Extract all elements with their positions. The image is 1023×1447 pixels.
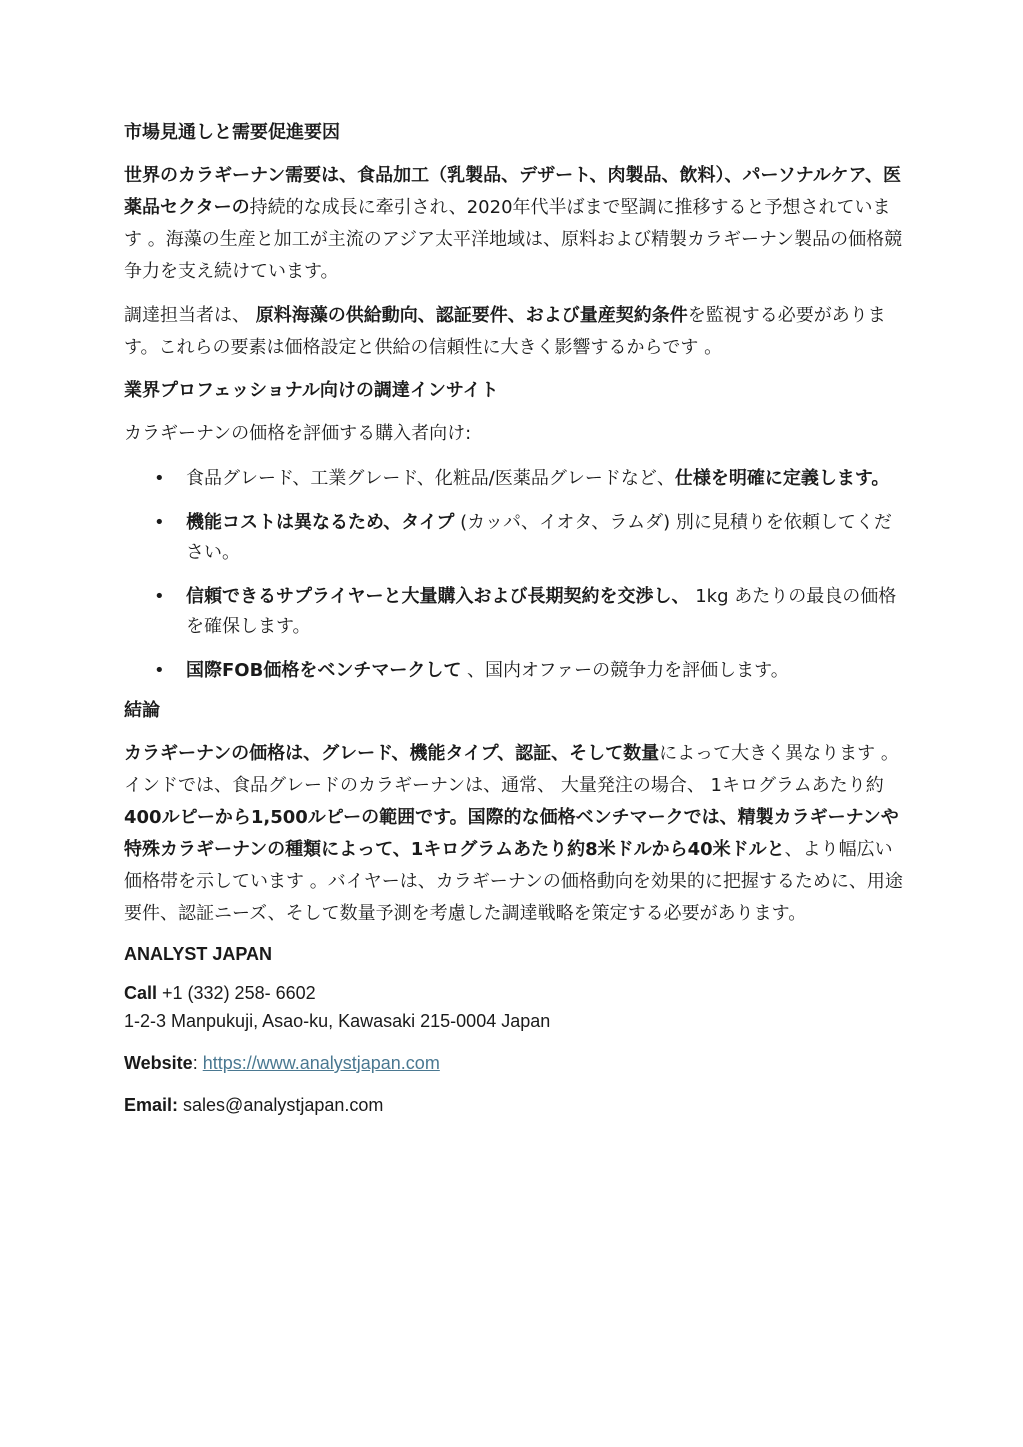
- list-item: [124, 656, 904, 686]
- bullet-bold: 信頼できるサプライヤーと大量購入および長期契約を交渉し、: [186, 586, 690, 607]
- outlook-paragraph-1: [124, 160, 904, 288]
- bullet-text: 、国内オファーの競争力を評価します。: [461, 660, 789, 681]
- phone-line: [124, 979, 904, 1007]
- bullet-bold: 国際FOB価格をベンチマークして: [186, 660, 462, 681]
- website-label: Website: [124, 1053, 193, 1073]
- conclusion-heading: 結論: [124, 700, 160, 721]
- conclusion-bold-1: カラギーナンの価格は、グレード、機能タイプ、認証、そして数量: [124, 743, 660, 764]
- email-address[interactable]: sales@analystjapan.com: [178, 1095, 384, 1115]
- website-link[interactable]: https://www.analystjapan.com: [202, 1053, 440, 1073]
- insight-intro: カラギーナンの価格を評価する購入者向け:: [124, 423, 472, 444]
- website-separator: :: [192, 1053, 203, 1073]
- bullet-text: (カッパ、イオタ、ラムダ) 別に見積りを依頼してください。: [186, 512, 892, 563]
- outlook-p1-bold: 世界のカラギーナン需要は、食品加工（乳製品、デザート、肉製品、飲料）、パーソナルケア、医薬品セクターの: [124, 165, 902, 218]
- email-line: [124, 1091, 904, 1119]
- insight-heading: 業界プロフェッショナル向けの調達インサイト: [124, 380, 499, 401]
- call-label: Call: [124, 983, 158, 1003]
- conclusion-text-1: によって大きく異なります 。インドでは、食品グレードのカラギーナンは、通常、 大量発注の場合、 1キログラムあたり約: [124, 743, 899, 796]
- list-item: [124, 508, 904, 568]
- insight-bullet-list: [124, 464, 904, 686]
- company-name: ANALYST JAPAN: [124, 944, 273, 964]
- bullet-icon: •: [154, 660, 165, 681]
- bullet-icon: •: [154, 586, 165, 607]
- bullet-text: 1kg あたりの最良の価格を確保します。: [186, 586, 897, 637]
- website-line: [124, 1049, 904, 1077]
- outlook-paragraph-2: [124, 300, 904, 364]
- conclusion-text-2: 、より幅広い価格帯を示しています 。バイヤーは、カラギーナンの価格動向を効果的に把握するために、用途要件、認証ニーズ、そして数量予測を考慮した調達戦略を策定する必要があります。: [124, 839, 903, 924]
- outlook-p1-text: 持続的な成長に牽引され、2020年代半ばまで堅調に推移すると予想されています 。海藻の生産と加工が主流のアジア太平洋地域は、原料および精製カラギーナン製品の価格競争力を支え続けています。: [124, 197, 903, 282]
- document-body: [124, 118, 904, 1119]
- list-item: [124, 464, 904, 494]
- list-item: [124, 582, 904, 642]
- bullet-text: 食品グレード、工業グレード、化粧品/医薬品グレードなど、: [186, 468, 675, 489]
- outlook-p2-pre: 調達担当者は、: [124, 305, 256, 326]
- bullet-icon: •: [154, 512, 165, 533]
- conclusion-bold-2: 400ルピーから1,500ルピーの範囲です。国際的な価格ベンチマークでは、精製カラギーナンや特殊カラギーナンの種類によって、1キログラムあたり約8米ドルから40米ドルと: [124, 807, 899, 860]
- bullet-icon: •: [154, 468, 165, 489]
- bullet-bold: 仕様を明確に定義します。: [674, 468, 890, 489]
- outlook-p2-text: を監視する必要があります。これらの要素は価格設定と供給の信頼性に大きく影響するからです 。: [124, 305, 886, 358]
- phone-number[interactable]: +1 (332) 258- 6602: [157, 983, 316, 1003]
- bullet-bold: 機能コストは異なるため、タイプ: [186, 512, 455, 533]
- address-line: 1-2-3 Manpukuji, Asao-ku, Kawasaki 215-0004 Japan: [124, 1011, 551, 1031]
- conclusion-paragraph: [124, 738, 904, 930]
- email-label: Email:: [124, 1095, 179, 1115]
- outlook-p2-bold: 原料海藻の供給動向、認証要件、および量産契約条件: [255, 305, 688, 326]
- outlook-heading: 市場見通しと需要促進要因: [124, 122, 340, 143]
